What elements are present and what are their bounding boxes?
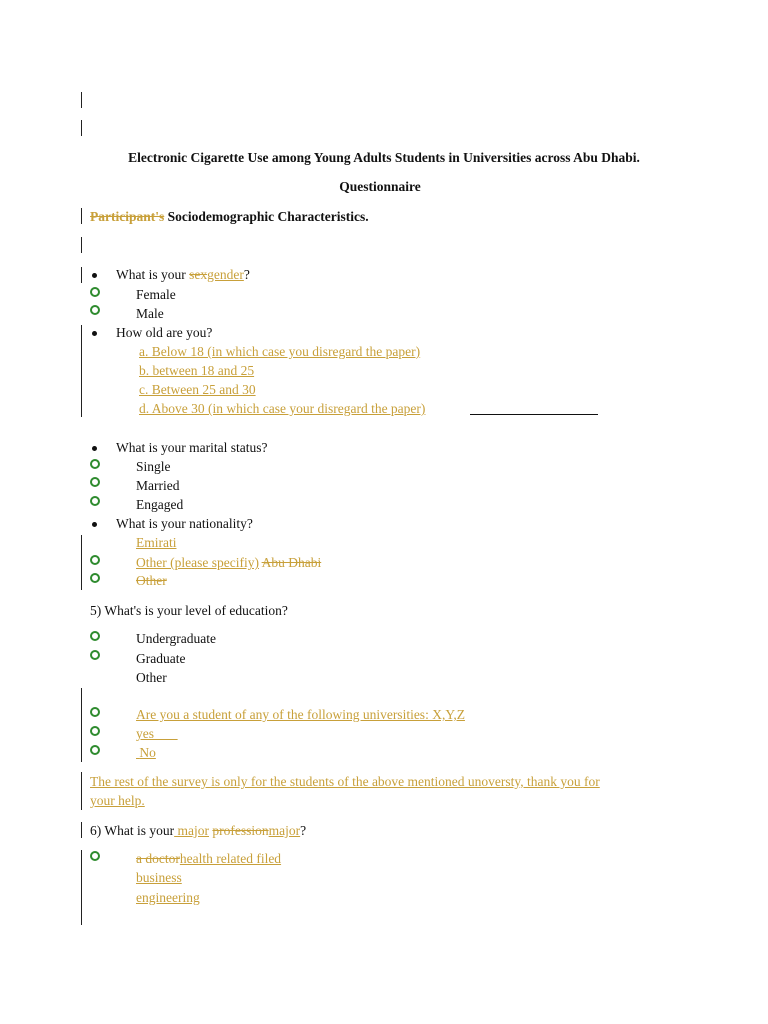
- question-nationality: What is your nationality?: [116, 516, 253, 531]
- change-bar: [81, 237, 82, 253]
- radio-option-icon[interactable]: [90, 726, 100, 736]
- change-bar: [81, 92, 82, 108]
- document-title: Electronic Cigarette Use among Young Adults Students in Universities across Abu Dhabi.: [128, 150, 640, 165]
- option-other-specify: Other (please specifiy) Abu Dhabi: [136, 555, 322, 570]
- option-no: No: [139, 745, 156, 760]
- option-single: Single: [136, 459, 171, 474]
- radio-option-icon[interactable]: [90, 555, 100, 565]
- radio-option-icon[interactable]: [90, 745, 100, 755]
- option-yes: yes: [136, 726, 154, 741]
- change-bar: [81, 772, 82, 810]
- age-option-b: b. between 18 and 25: [139, 363, 255, 378]
- answer-line: [470, 414, 598, 415]
- radio-option-icon[interactable]: [90, 496, 100, 506]
- bullet: [92, 331, 97, 336]
- radio-option-icon[interactable]: [90, 851, 100, 861]
- radio-option-icon[interactable]: [90, 573, 100, 583]
- radio-option-icon[interactable]: [90, 305, 100, 315]
- bullet: [92, 446, 97, 451]
- change-bar: [81, 325, 82, 417]
- option-emirati: Emirati: [136, 535, 177, 550]
- option-undergraduate: Undergraduate: [136, 631, 216, 646]
- section-title: Sociodemographic Characteristics.: [167, 209, 369, 224]
- survey-note-line1: The rest of the survey is only for the students of the above mentioned unoversty, thank you for: [90, 774, 600, 789]
- option-engaged: Engaged: [136, 497, 184, 512]
- age-option-c: c. Between 25 and 30: [139, 382, 256, 397]
- bullet: [92, 273, 97, 278]
- option-female: Female: [136, 287, 176, 302]
- option-graduate: Graduate: [136, 651, 186, 666]
- bullet: [92, 522, 97, 527]
- question-gender: What is your sexgender?: [116, 267, 250, 282]
- option-health-related: a doctorhealth related filed: [136, 851, 282, 866]
- radio-option-icon[interactable]: [90, 459, 100, 469]
- option-other-education: Other: [136, 670, 167, 685]
- change-bar: [81, 822, 82, 838]
- radio-option-icon[interactable]: [90, 650, 100, 660]
- radio-option-icon[interactable]: [90, 477, 100, 487]
- question-major: 6) What is your major professionmajor?: [90, 823, 307, 838]
- option-married: Married: [136, 478, 180, 493]
- change-bar: [81, 535, 82, 590]
- age-option-a: a. Below 18 (in which case you disregard the paper): [139, 344, 421, 359]
- question-education: 5) What's is your level of education?: [90, 603, 288, 618]
- questionnaire-heading: Questionnaire: [339, 179, 421, 194]
- radio-option-icon[interactable]: [90, 631, 100, 641]
- option-other-deleted: Other: [136, 573, 167, 588]
- change-bar: [81, 267, 82, 283]
- age-option-d: d. Above 30 (in which case your disregard the paper): [139, 401, 426, 416]
- question-marital: What is your marital status?: [116, 440, 268, 455]
- survey-note-line2: your help.: [90, 793, 145, 808]
- question-university: Are you a student of any of the following universities: X,Y,Z: [136, 707, 465, 722]
- option-male: Male: [136, 306, 164, 321]
- change-bar: [81, 120, 82, 136]
- change-bar: [81, 688, 82, 762]
- option-business: business: [136, 870, 182, 885]
- option-engineering: engineering: [136, 890, 200, 905]
- radio-option-icon[interactable]: [90, 707, 100, 717]
- change-bar: [81, 208, 82, 224]
- deleted-text: Participant's: [90, 209, 165, 224]
- question-age: How old are you?: [116, 325, 213, 340]
- radio-option-icon[interactable]: [90, 287, 100, 297]
- section-heading: [90, 208, 369, 225]
- change-bar: [81, 850, 82, 925]
